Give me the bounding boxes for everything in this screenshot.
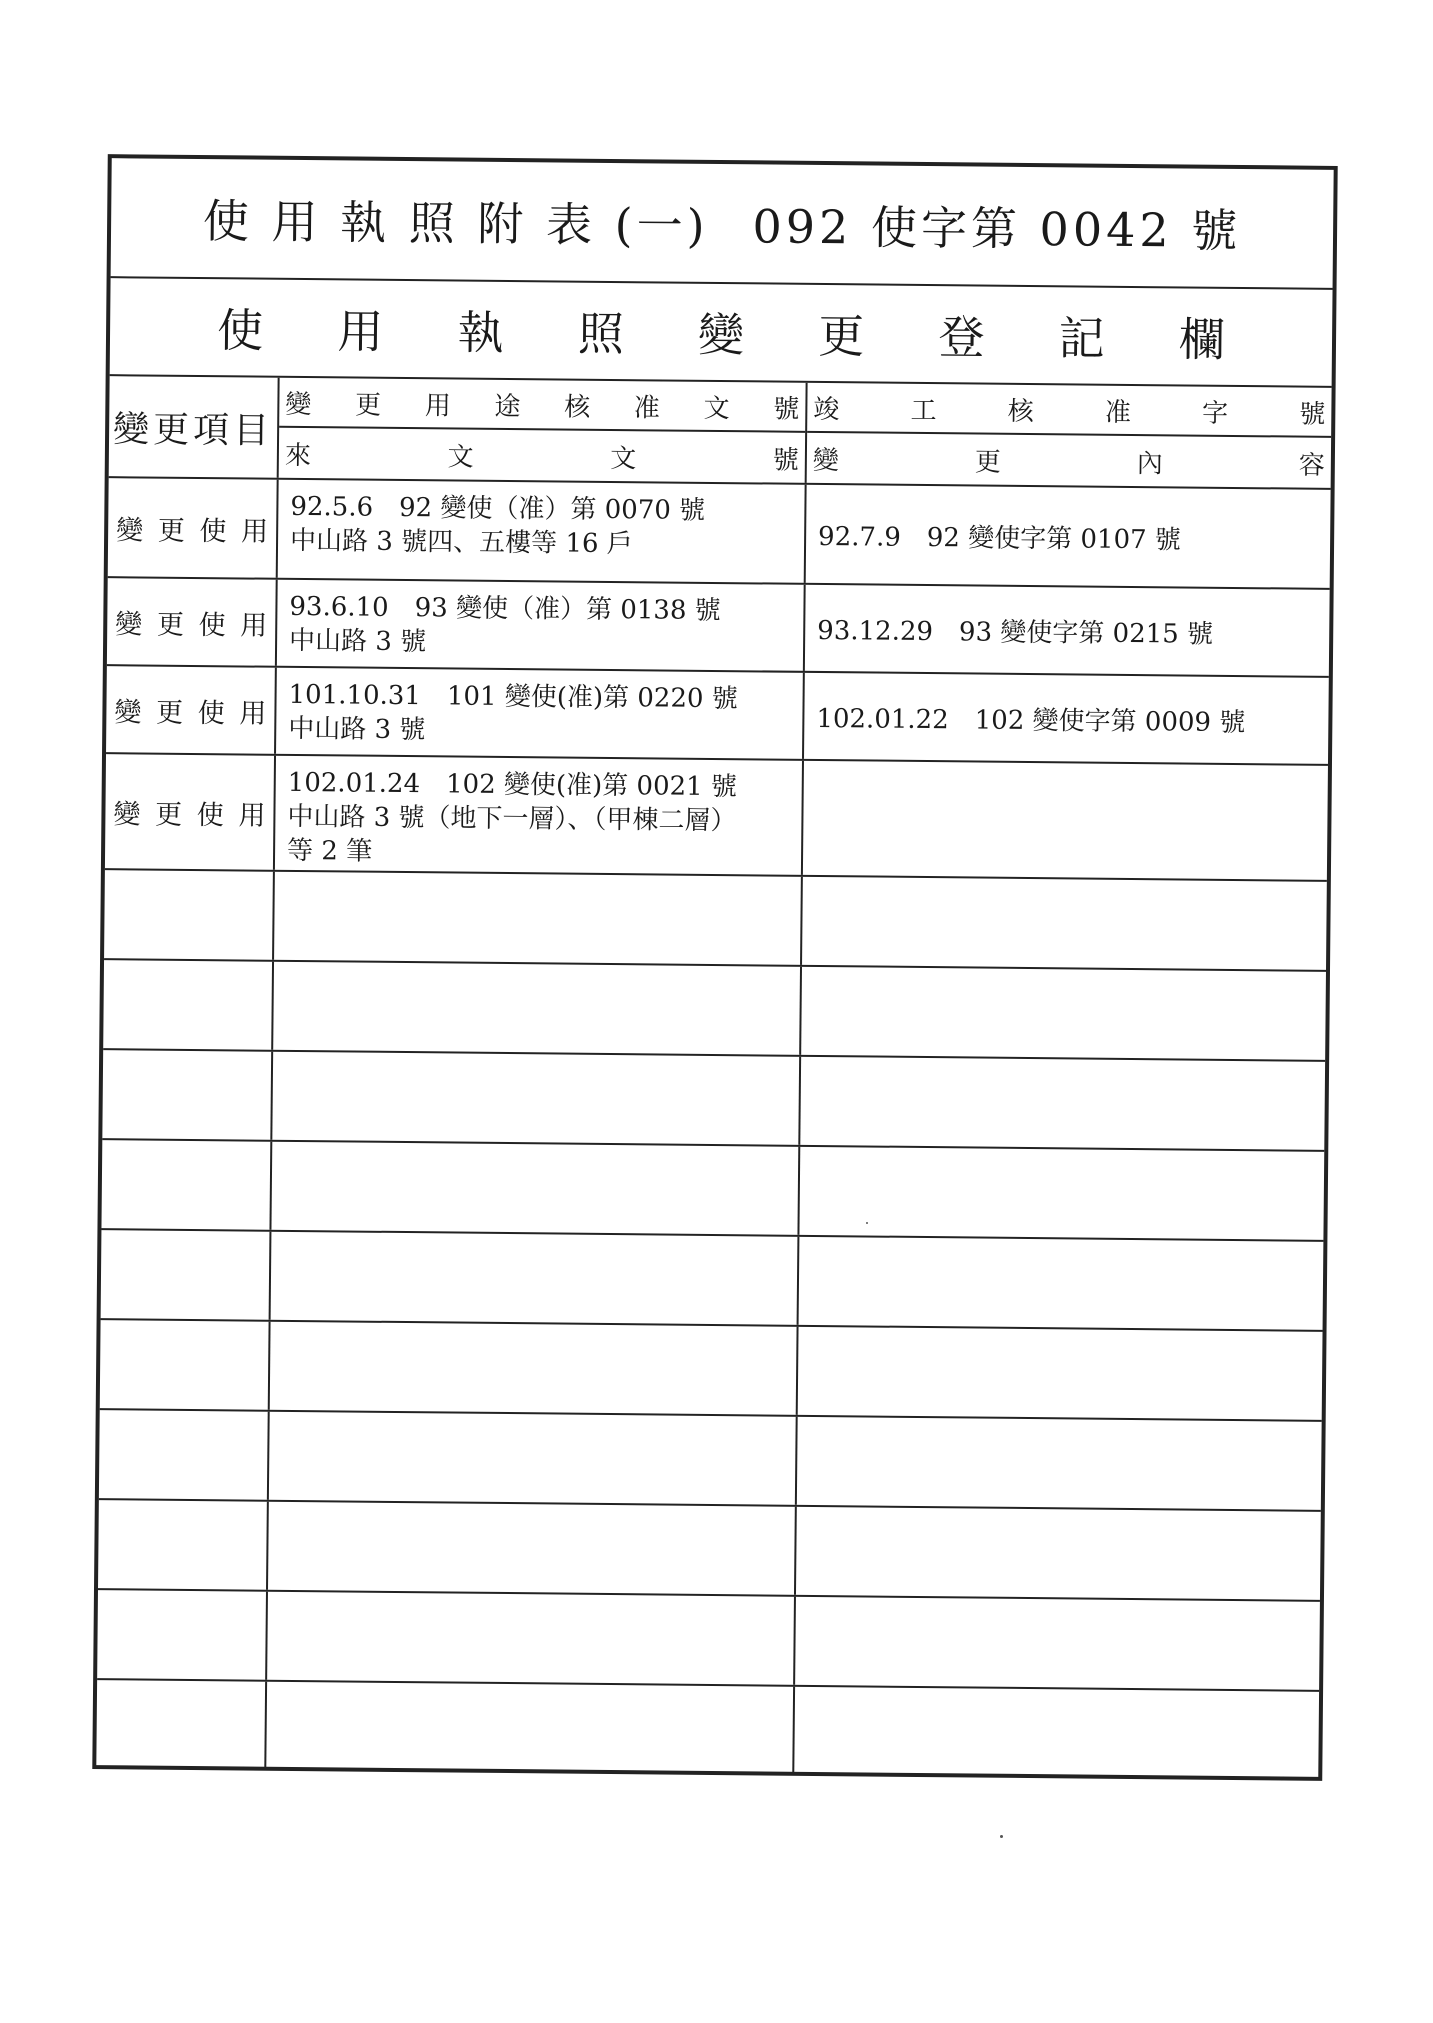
change-table bbox=[96, 376, 1331, 1780]
empty-row bbox=[97, 1590, 1320, 1692]
header-approval-top: 變 更 用 途 核 准 文 號 bbox=[285, 389, 800, 425]
row-approval: 102.01.24 102 變使(准)第 0021 號 中山路 3 號（地下一層）、（甲棟二層） 等 2 筆 bbox=[275, 756, 804, 875]
header-completion bbox=[807, 383, 1332, 488]
header-completion-bottom: 變 更 內 容 bbox=[812, 445, 1325, 481]
row-item: 變 更 使 用 bbox=[105, 754, 276, 870]
heading-char: 執 bbox=[457, 305, 504, 360]
heading-char: 登 bbox=[938, 310, 985, 365]
row-completion: 93.12.29 93 變使字第 0215 號 bbox=[817, 615, 1214, 650]
heading-char: 欄 bbox=[1178, 312, 1226, 367]
table-row bbox=[108, 478, 1331, 590]
empty-row bbox=[99, 1410, 1322, 1512]
header-item: 變更項目 bbox=[109, 376, 280, 478]
row-approval: 93.6.10 93 變使（准）第 0138 號 中山路 3 號 bbox=[277, 580, 806, 671]
row-item: 變 更 使 用 bbox=[107, 578, 278, 666]
table-header bbox=[109, 376, 1332, 490]
table-row bbox=[105, 754, 1328, 882]
row-completion: 92.7.9 92 變使字第 0107 號 bbox=[817, 521, 1182, 555]
row-item: 變 更 使 用 bbox=[108, 478, 279, 578]
heading-char: 用 bbox=[337, 304, 384, 359]
empty-row bbox=[103, 960, 1326, 1062]
table-row bbox=[107, 578, 1330, 678]
heading-char: 變 bbox=[697, 307, 745, 363]
license-form bbox=[92, 154, 1337, 1781]
header-approval bbox=[279, 378, 808, 483]
empty-row bbox=[101, 1140, 1324, 1242]
license-number: 092 使字第 0042 號 bbox=[752, 199, 1242, 259]
empty-row bbox=[100, 1320, 1323, 1422]
row-approval: 101.10.31 101 變使(准)第 0220 號 中山路 3 號 bbox=[276, 668, 805, 759]
empty-row bbox=[96, 1680, 1319, 1780]
section-heading bbox=[110, 278, 1333, 388]
row-completion: 102.01.22 102 變使字第 0009 號 bbox=[816, 703, 1246, 738]
heading-char: 照 bbox=[577, 306, 625, 362]
row-item: 變 更 使 用 bbox=[106, 666, 277, 754]
scan-speck bbox=[1000, 1835, 1003, 1838]
empty-row bbox=[101, 1230, 1324, 1332]
empty-row bbox=[104, 870, 1327, 972]
header-approval-bottom: 來 文 文 號 bbox=[284, 440, 800, 476]
row-approval: 92.5.6 92 變使（准）第 0070 號 中山路 3 號四、五樓等 16 戶 bbox=[278, 480, 807, 583]
empty-row bbox=[98, 1500, 1321, 1602]
form-title-main: 使 用 執 照 附 表 (一) bbox=[202, 194, 709, 253]
row-completion bbox=[803, 761, 1328, 880]
empty-row bbox=[102, 1050, 1325, 1152]
heading-char: 更 bbox=[818, 308, 865, 364]
scan-speck bbox=[866, 1222, 868, 1224]
header-completion-top: 竣 工 核 准 字 號 bbox=[813, 394, 1326, 430]
table-row bbox=[106, 666, 1329, 766]
heading-char: 記 bbox=[1058, 311, 1105, 366]
heading-char: 使 bbox=[216, 303, 264, 358]
form-title bbox=[111, 158, 1334, 290]
